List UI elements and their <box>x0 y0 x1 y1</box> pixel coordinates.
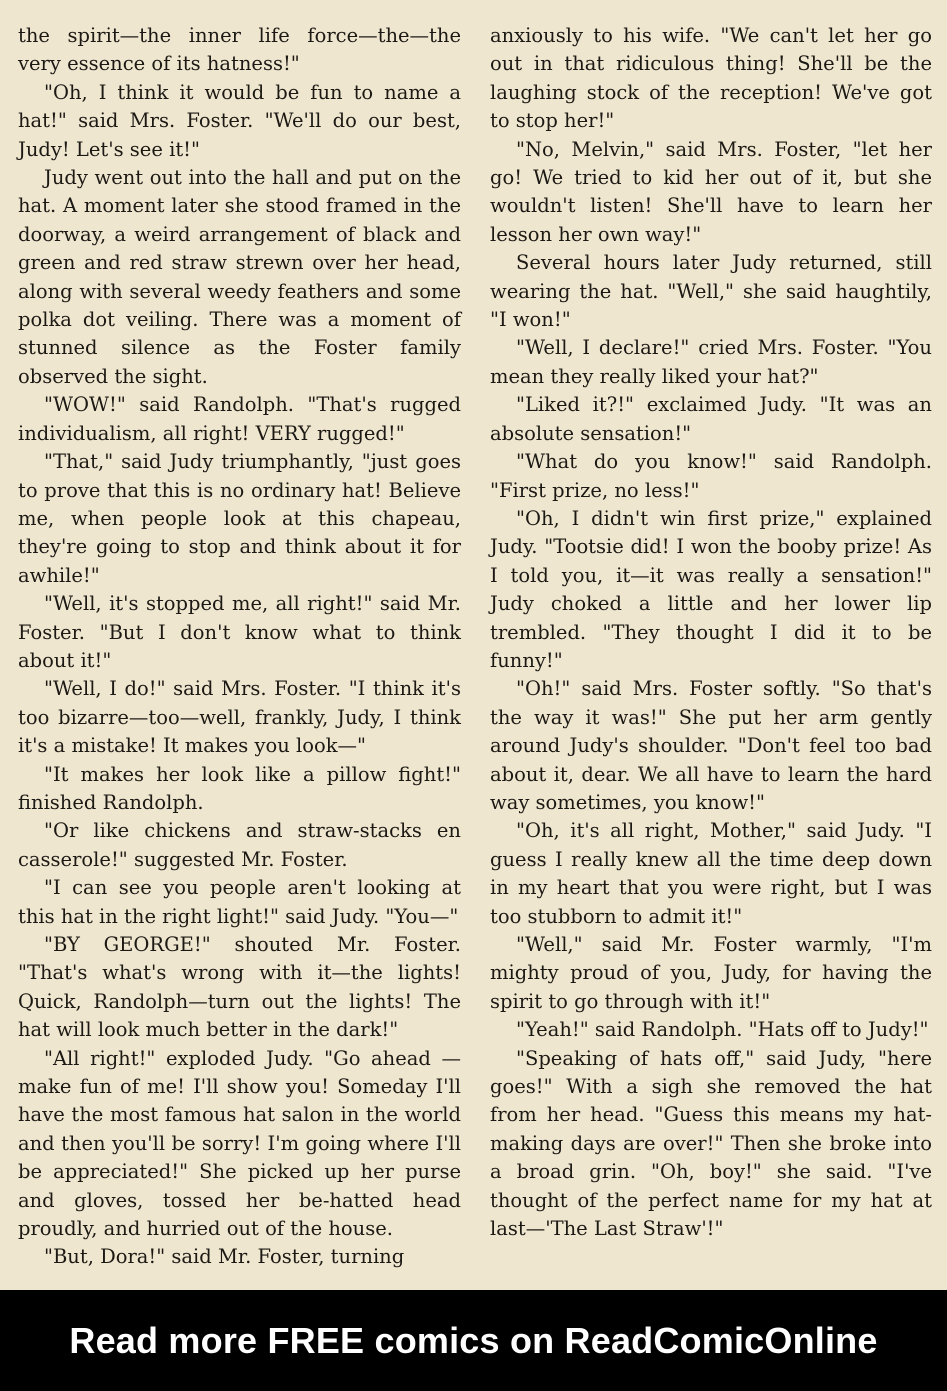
story-paragraph: the spirit—the inner life force—the—the very essence of its hatness!" <box>18 24 461 76</box>
story-paragraph: Judy went out into the hall and put on the hat. A moment later she stood framed in the doorway, a weird arrangement of black and green and red straw strewn over her head, along with several weedy feathers and some polka dot veiling. There was a moment of stunned silence as the Foster family observed the sight. <box>18 166 461 388</box>
story-paragraph: "Well, it's stopped me, all right!" said Mr. Foster. "But I don't know what to think about it!" <box>18 592 461 672</box>
left-text-column <box>18 22 461 1272</box>
story-paragraph: "That," said Judy triumphantly, "just goes to prove that this is no ordinary hat! Believe me, when people look at this chapeau, they're going to stop and think about it for awhile!" <box>18 450 461 587</box>
story-paragraph: "What do you know!" said Randolph. "First prize, no less!" <box>490 450 932 502</box>
story-paragraph: "Oh, I think it would be fun to name a hat!" said Mrs. Foster. "We'll do our best, Judy! Let's see it!" <box>18 80 461 161</box>
story-paragraph: Several hours later Judy returned, still wearing the hat. "Well," she said haughtily, "I won!" <box>490 251 932 332</box>
story-paragraph: "Well, I do!" said Mrs. Foster. "I think it's too bizarre—too—well, frankly, Judy, I think it's a mistake! It makes you look—" <box>18 677 461 758</box>
story-paragraph: "Liked it?!" exclaimed Judy. "It was an absolute sensation!" <box>490 393 932 445</box>
story-paragraph: "Oh!" said Mrs. Foster softly. "So that's the way it was!" She put her arm gently around Judy's shoulder. "Don't feel too bad about it, dear. We all have to learn the hard way sometimes, you know!" <box>490 677 932 814</box>
story-paragraph: "WOW!" said Randolph. "That's rugged individualism, all right! VERY rugged!" <box>18 393 461 445</box>
story-paragraph: "It makes her look like a pillow fight!" finished Randolph. <box>18 762 461 814</box>
story-paragraph: "All right!" exploded Judy. "Go ahead —make fun of me! I'll show you! Someday I'll have the most famous hat salon in the world and then you'll be sorry! I'm going where I'll be appreciated!" She picked up her purse and gloves, tossed her be-hatted head proudly, and hurried out of the house. <box>18 1046 461 1241</box>
story-paragraph: "Well," said Mr. Foster warmly, "I'm mighty proud of you, Judy, for having the spirit to go through with it!" <box>490 933 932 1013</box>
story-paragraph: "Oh, I didn't win first prize," explained Judy. "Tootsie did! I won the booby prize! As I told you, it—it was really a sensation!" Judy choked a little and her lower lip trembled. "They thought I did it to be funny!" <box>490 506 932 672</box>
story-paragraph: "No, Melvin," said Mrs. Foster, "let her go! We tried to kid her out of it, but she wouldn't listen! She'll have to learn her lesson her own way!" <box>490 137 932 246</box>
story-paragraph: anxiously to his wife. "We can't let her go out in that ridiculous thing! She'll be the laughing stock of the reception! We've got to stop her!" <box>490 24 932 133</box>
story-paragraph: "Or like chickens and straw-stacks en casserole!" suggested Mr. Foster. <box>18 819 461 871</box>
story-paragraph: "But, Dora!" said Mr. Foster, turning <box>44 1245 405 1269</box>
story-paragraph: "I can see you people aren't looking at this hat in the right light!" said Judy. "You—" <box>18 876 461 928</box>
story-paragraph: "Yeah!" said Randolph. "Hats off to Judy!" <box>516 1018 929 1042</box>
story-paragraph: "Oh, it's all right, Mother," said Judy. "I guess I really knew all the time deep down in my heart that you were right, but I was too stubborn to admit it!" <box>490 819 932 928</box>
story-paragraph: "BY GEORGE!" shouted Mr. Foster. "That's what's wrong with it—the lights! Quick, Randolph—turn out the lights! The hat will look much better in the dark!" <box>18 933 461 1042</box>
story-paragraph: "Well, I declare!" cried Mrs. Foster. "You mean they really liked your hat?" <box>490 336 932 388</box>
right-text-column <box>490 22 932 1243</box>
story-paragraph: "Speaking of hats off," said Judy, "here goes!" With a sigh she removed the hat from her head. "Guess this means my hat-making days are over!" Then she broke into a broad grin. "Oh, boy!" she said. "I've thought of the perfect name for my hat at last—'The Last Straw'!" <box>490 1046 932 1241</box>
promo-footer-banner <box>0 1290 947 1391</box>
promo-footer-text: Read more FREE comics on ReadComicOnline <box>69 1319 878 1361</box>
